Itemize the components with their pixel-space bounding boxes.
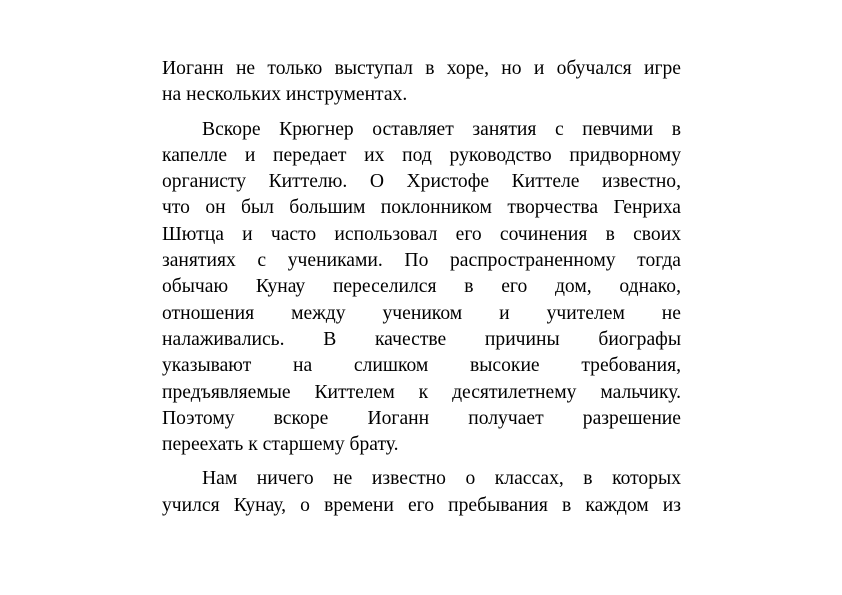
text-line: капелле и передает их под руководство придворному: [162, 144, 681, 166]
text-line: что он был большим поклонником творчества Генриха: [162, 197, 681, 219]
text-line: обычаю Кунау переселился в его дом, однако,: [162, 276, 681, 298]
text-line: Нам ничего не известно о классах, в которых: [202, 468, 681, 490]
text-line: переехать к старшему брату.: [162, 434, 399, 456]
text-line: отношения между учеником и учителем не: [162, 302, 681, 324]
text-line: Поэтому вскоре Иоганн получает разрешение: [162, 407, 681, 429]
text-line: учился Кунау, о времени его пребывания в каждом из: [162, 494, 681, 516]
text-line: указывают на слишком высокие требования,: [162, 355, 681, 377]
paragraph-gap: [162, 458, 681, 466]
document-text: [162, 56, 681, 519]
text-line: Вскоре Крюгнер оставляет занятия с певчими в: [202, 118, 681, 140]
text-line: налаживались. В качестве причины биографы: [162, 328, 681, 350]
text-line: на нескольких инструментах.: [162, 84, 408, 106]
text-line: Шютца и часто использовал его сочинения в своих: [162, 223, 681, 245]
text-line: органисту Киттелю. О Христофе Киттеле известно,: [162, 171, 681, 193]
text-line: Иоганн не только выступал в хоре, но и обучался игре: [162, 58, 681, 79]
text-line: предъявляемые Киттелем к десятилетнему мальчику.: [162, 381, 681, 403]
paragraph-gap: [162, 109, 681, 117]
text-line: занятиях с учениками. По распространенному тогда: [162, 250, 681, 272]
